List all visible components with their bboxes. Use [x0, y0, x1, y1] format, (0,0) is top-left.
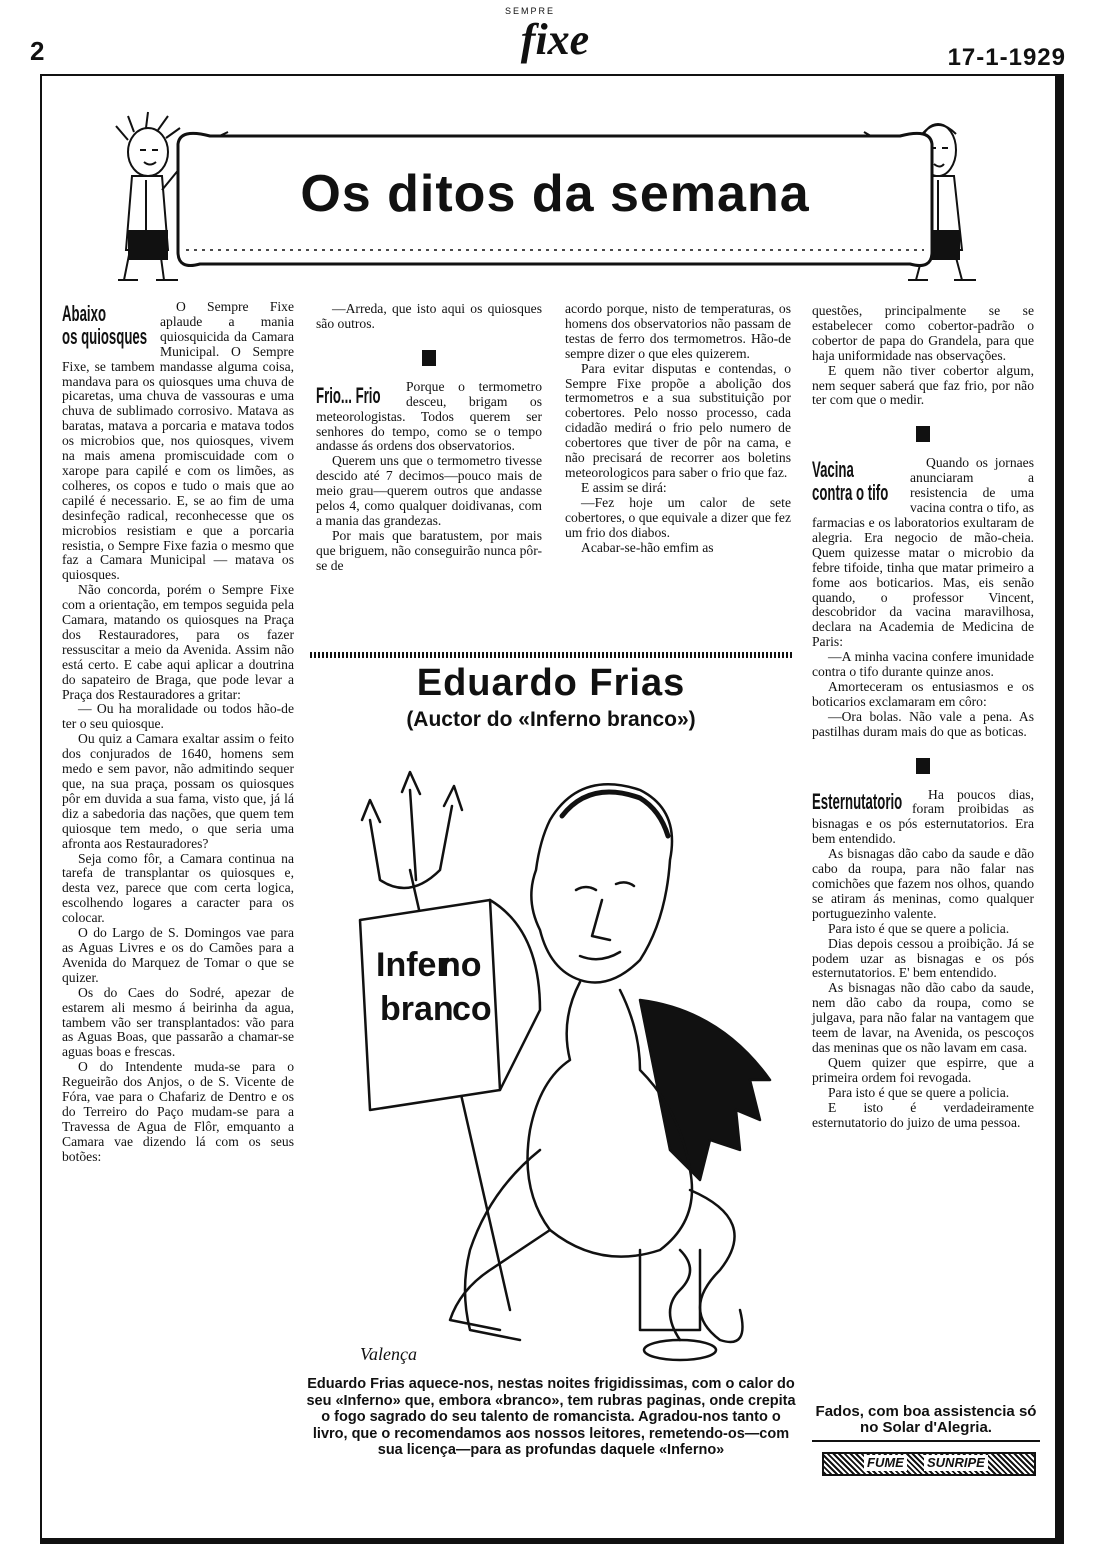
devil-caricature-icon — [340, 750, 780, 1370]
book-title-line4: co — [452, 990, 492, 1028]
book-title-line2: no — [440, 946, 482, 984]
col4-paragraph: Para isto é que se quere a policia. — [828, 1084, 1010, 1100]
section-divider — [916, 426, 930, 442]
heading-abaixo-os-quiosques: Abaixo os quiosques — [62, 301, 148, 349]
book-title-line1: Infer — [376, 946, 450, 984]
col4-paragraph: Amorteceram os entusiasmos e os boticarios exclamaram em côro: — [812, 678, 1034, 709]
col4-paragraph: E isto é verdadeiramente esternutatorio do juizo de uma pessoa. — [812, 1099, 1034, 1130]
col1-paragraph: O do Intendente muda-se para o Regueirão dos Anjos, o de S. Vicente de Fóra, vae para o Chafariz de Dentro e os do Terreiro do Paço mudam-se para a Travessa de Agua de Flôr, emquanto a Camara vae dizendo lá com os seus botões: — [62, 1059, 294, 1164]
col4-paragraph: As bisnagas não dão cabo da saude, nem dão cabo da roupa, como se julgava, para não falar na vantagem que teem de lavar, na Avenida, os pescoços das meninas que os não lavam em casa. — [812, 980, 1034, 1055]
col3-paragraph: —Fez hoje um calor de sete cobertores, o que equivale a dizer que fez um frio dos diabos. — [565, 494, 791, 540]
issue-date: 17-1-1929 — [947, 44, 1066, 71]
col2-paragraph: Porque o termometro desceu, brigam os meteorologistas. Todos querem ser senhores do tempo, como se o tempo andasse ás ordens dos observatorios. — [316, 378, 542, 454]
col1-paragraph: Ou quiz a Camara exaltar assim o feito dos conjurados de 1640, homens sem medo e sem pavor, não admitindo sequer que, na sua praça, possam os quiosques pôr em duvida a sua fama, visto que, já lá diz a sabedoria das nações, que quem tem quiosque tem medo, o que seria uma afronta aos Restauradores? — [62, 731, 294, 851]
col1-paragraph: Seja como fôr, a Camara continua na tarefa de transplantar os quiosques e, desta vez, parece que com certa logica, escolhendo logares a caracter para os colocar. — [62, 850, 294, 926]
col2-paragraph: Querem uns que o termometro tivesse descido até 7 decimos—pouco mais de meio grau—querem outros que andasse pelos 4, como qualquer doidivanas, com a mania das grandezas. — [316, 453, 542, 528]
col4-paragraph: Para isto é que se quere a policia. — [828, 920, 1010, 936]
ad-sunripe-left: FUME — [864, 1455, 907, 1471]
column-4 — [812, 304, 1034, 1130]
col4-paragraph: Quando os jornaes anunciaram a resistencia de uma vacina contra o tifo, as farmacias e os laboratorios exultaram de alegria. Era negocio de mão-cheia. Quem quizesse matar o microbio da febre tifoide, tinha que matar primeiro a fome aos boticarios. Mas, eis senão quando, o professor Vincent, descobridor da vacina maravilhosa, declara na Academia de Medicina de Paris: — [812, 455, 1034, 650]
heading-vacina-contra-o-tifo: Vacina contra o tifo — [812, 457, 889, 506]
col3-paragraph: Para evitar disputas e contendas, o Sempre Fixe propõe a abolição dos termometros e a sua substituição por cobertores. Pelo nosso processo, cada cidadão medirá o frio pelo numero de cobertores que tiver de pôr na cama, e não precisará de recorrer aos boletins meteorologicos para saber o frio que faz. — [565, 360, 791, 480]
column-2 — [316, 302, 542, 574]
column-3 — [565, 302, 791, 555]
heading-esternutatorio: Esternutatorio — [812, 788, 903, 814]
masthead-logo: fixe — [520, 15, 590, 64]
col4-paragraph: questões, principalmente se se estabelecer como cobertor-padrão o cobertor de papa do Grandela, para que haja uniformidade nas observações. — [812, 303, 1034, 363]
col1-paragraph: Os do Caes do Sodré, apezar de estarem ali mesmo á beirinha da agua, tambem vão ser transplantados: vão para as Aguas Boas, que passarão a chamar-se aguas boas e frescas. — [62, 984, 294, 1060]
feature-top-rule — [310, 652, 792, 658]
column-1 — [62, 300, 294, 1165]
heading-frio-frio: Frio... Frio — [316, 382, 381, 408]
section-divider — [916, 758, 930, 774]
logo-subtitle: SEMPRE — [505, 6, 556, 16]
ad-sunripe — [822, 1452, 1036, 1476]
page-number: 2 — [30, 36, 45, 66]
col4-paragraph: —Ora bolas. Não vale a pena. As pastilhas duram mais do que as boticas. — [812, 708, 1034, 739]
ad-sunripe-right: SUNRIPE — [924, 1455, 988, 1471]
feature-title: Eduardo Frias — [416, 662, 686, 704]
col1-paragraph: — Ou ha moralidade ou todos hão-de ter o seu quiosque. — [62, 701, 294, 732]
col2-paragraph: Por mais que baratustem, por mais que briguem, não conseguirão nunca pôr-se de — [316, 527, 542, 573]
col4-paragraph: Dias depois cessou a proibição. Já se podem uzar as bisnagas e os pós esternutatorios. E' bem entendido. — [812, 935, 1034, 981]
book-title-line3: bran — [380, 990, 454, 1028]
col3-paragraph: Acabar-se-hão emfim as — [581, 539, 714, 555]
feature-caption: Eduardo Frias aquece-nos, nestas noites frigidissimas, com o calor do seu «Inferno» que, embora «branco», tem rubras paginas, onde crepita o fogo sagrado do seu talento de romancista. Agradou-nos tanto o livro, que o recomendamos aos nossos leitores, remetendo-os—com sua licença—para as profundas daquele «Inferno» — [306, 1376, 796, 1458]
col3-paragraph: acordo porque, nisto de temperaturas, os homens dos observatorios não passam de testas de ferro dos termometros. Hão-de sempre dizer o que eles quizerem. — [565, 301, 791, 361]
feature-subtitle: (Auctor do «Inferno branco») — [406, 708, 696, 731]
col3-paragraph: E assim se dirá: — [581, 479, 667, 495]
col1-paragraph: O do Largo de S. Domingos vae para as Aguas Livres e os do Camões para a Avenida do Marquez de Tomar o que se quizer. — [62, 925, 294, 985]
col4-paragraph: Quem quizer que espirre, que a primeira ordem foi revogada. — [812, 1054, 1034, 1085]
col4-paragraph: As bisnagas dão cabo da saude e dão cabo da roupa, para não falar nas comichões que fazem nos olhos, quando se atiram ás meninas, como qualquer portuguezinho valente. — [812, 846, 1034, 921]
section-title: Os ditos da semana — [300, 165, 810, 223]
page-header — [0, 0, 1100, 70]
ad-solar-dalegria: Fados, com boa assistencia só no Solar d'Alegria. — [812, 1404, 1040, 1442]
banner — [160, 128, 950, 263]
col1-paragraph: O Sempre Fixe aplaude a mania quiosquicida da Camara Municipal. O Sempre Fixe, se tambem mandasse alguma coisa, mandava para os quiosques uma chuva de picaretas, uma chuva de vassouras e uma chuva de sublimado corrosivo. Matava as baratas, matava a porcaria e matava todos os microbios que, nos quiosques, vivem na mais amena promiscuidade com o xarope para capilé e com os limões, as colheres, os copos e tudo o mais que ao capilé é necessario. E, se ao fim de uma desinfeção radical, reconhecesse que os microbios resistiam e que a porcaria resistia, o Sempre Fixe fazia o mesmo que faz a Camara Municipal — matava os quiosques. — [62, 299, 294, 583]
section-divider — [422, 350, 436, 366]
col4-paragraph: E quem não tiver cobertor algum, nem sequer saberá que faz frio, por não ter com que o medir. — [812, 362, 1034, 408]
col1-paragraph: Não concorda, porém o Sempre Fixe com a orientação, em tempos seguida pela Camara, matando os quiosques na Praça dos Restauradores, para os fazer ressuscitar a meio da Avenida. Assim não está certo. E cabe aqui aplicar a doutrina do sapateiro de Braga, que pode levar a Praça dos Restauradores a gritar: — [62, 582, 294, 702]
artist-signature: Valença — [360, 1344, 417, 1364]
col4-paragraph: —A minha vacina confere imunidade contra o tifo durante quinze anos. — [812, 649, 1034, 680]
col4-paragraph: Ha poucos dias, foram proibidas as bisnagas e os pós esternutatorios. Era bem entendido. — [812, 786, 1034, 847]
col2-paragraph: —Arreda, que isto aqui os quiosques são outros. — [316, 301, 542, 331]
